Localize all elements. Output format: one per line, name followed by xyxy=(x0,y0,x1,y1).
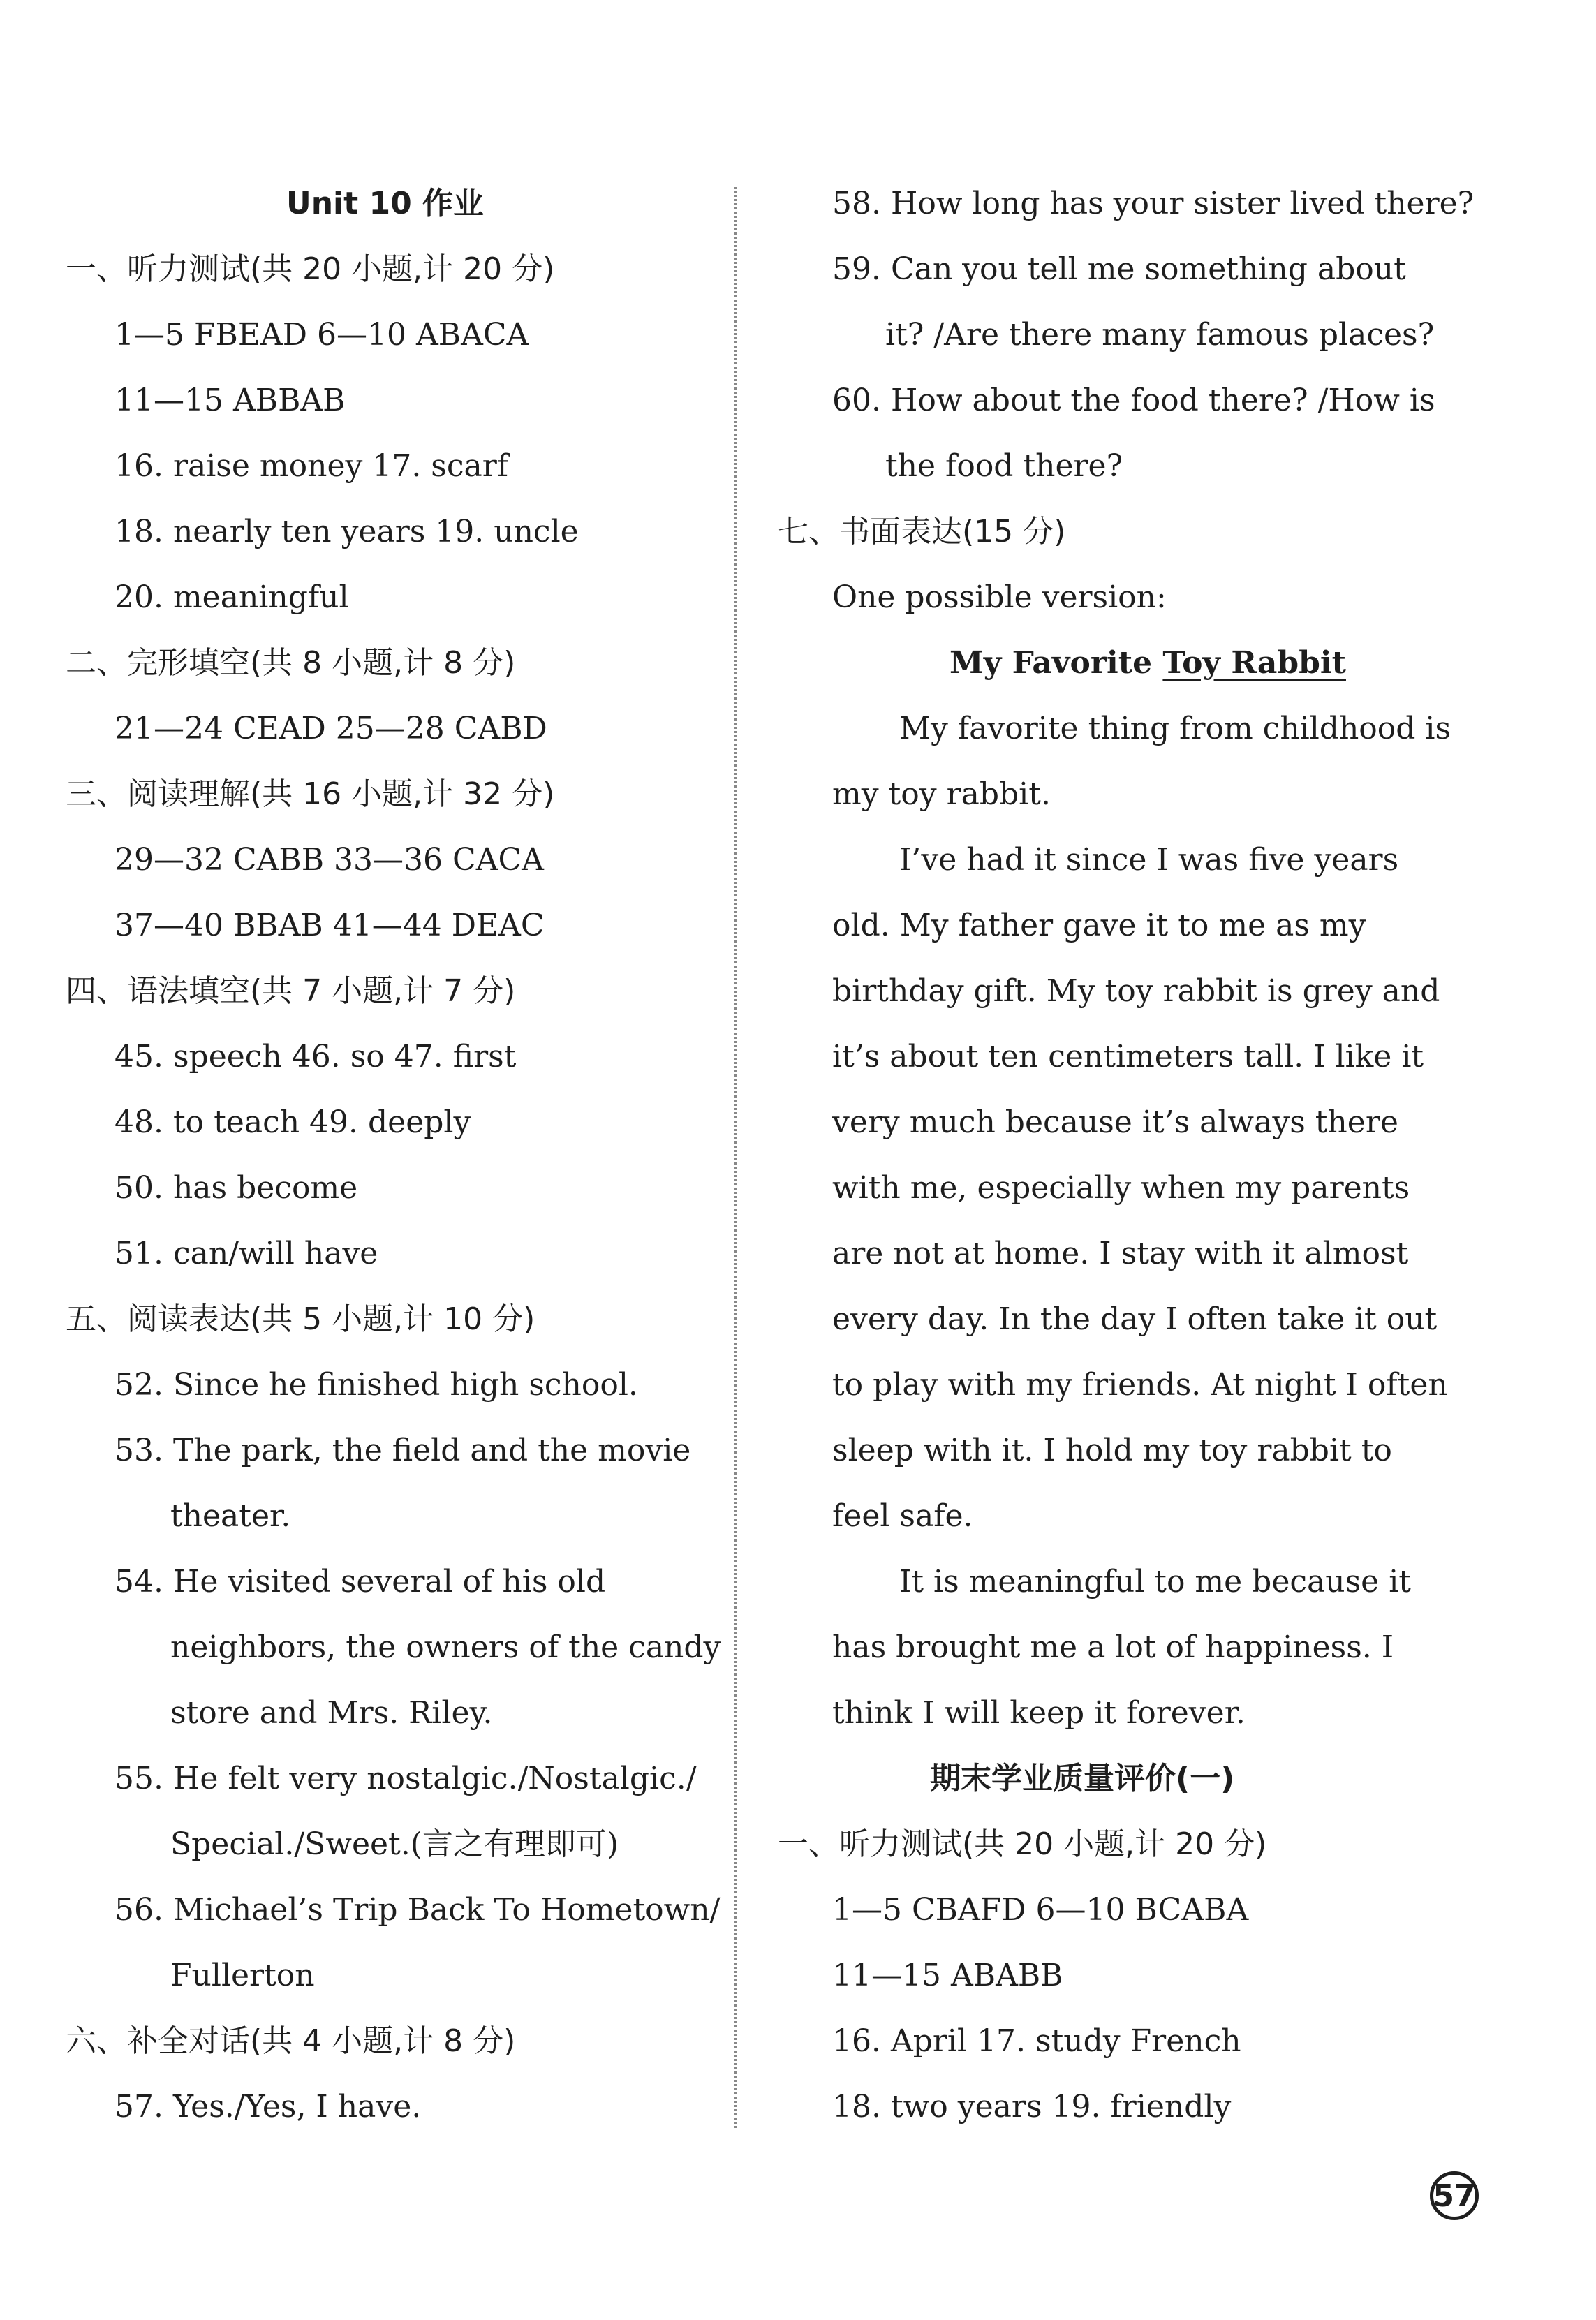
essay-line: My favorite thing from childhood is xyxy=(899,711,1451,746)
answer-line: 56. Michael’s Trip Back To Hometown/ xyxy=(114,1892,721,1928)
essay-line: to play with my friends. At night I often xyxy=(832,1367,1448,1403)
essay-line: every day. In the day I often take it out xyxy=(832,1301,1438,1337)
unit-title: Unit 10 作业 xyxy=(286,186,485,221)
essay-line: with me, especially when my parents xyxy=(832,1170,1410,1206)
answer-line: Fullerton xyxy=(170,1958,315,1993)
answer-line: 51. can/will have xyxy=(114,1236,378,1271)
answer-line: 11—15 ABABB xyxy=(832,1958,1063,1993)
answer-line: neighbors, the owners of the candy xyxy=(170,1630,721,1665)
essay-line: my toy rabbit. xyxy=(832,776,1051,812)
essay-line: has brought me a lot of happiness. I xyxy=(832,1630,1394,1665)
answer-line: 16. raise money 17. scarf xyxy=(114,448,509,484)
exam-section-1-title: 一、听力测试(共 20 小题,计 20 分) xyxy=(778,1826,1267,1862)
answer-line: 53. The park, the field and the movie xyxy=(114,1433,691,1468)
answer-line: 60. How about the food there? /How is xyxy=(832,383,1435,418)
answer-line: 20. meaningful xyxy=(114,579,349,615)
answer-line: it? /Are there many famous places? xyxy=(885,317,1435,353)
answer-line: 11—15 ABBAB xyxy=(114,383,346,418)
section-2-title: 二、完形填空(共 8 小题,计 8 分) xyxy=(66,645,516,681)
answer-line: 18. nearly ten years 19. uncle xyxy=(114,514,579,549)
section-5-title: 五、阅读表达(共 5 小题,计 10 分) xyxy=(66,1301,535,1337)
essay-line: are not at home. I stay with it almost xyxy=(832,1236,1409,1271)
answer-line: 45. speech 46. so 47. first xyxy=(114,1039,517,1074)
essay-title-part: My Favorite xyxy=(950,645,1163,681)
answer-line: 57. Yes./Yes, I have. xyxy=(114,2089,422,2125)
answer-line: 50. has become xyxy=(114,1170,358,1206)
column-divider xyxy=(734,187,737,2128)
section-6-title: 六、补全对话(共 4 小题,计 8 分) xyxy=(66,2023,516,2059)
answer-line: Special./Sweet.(言之有理即可) xyxy=(170,1826,619,1862)
answer-line: 58. How long has your sister lived there? xyxy=(832,186,1475,221)
essay-line: think I will keep it forever. xyxy=(832,1695,1246,1731)
essay-line: feel safe. xyxy=(832,1498,973,1534)
answer-line: 37—40 BBAB 41—44 DEAC xyxy=(114,908,545,943)
answer-line: 48. to teach 49. deeply xyxy=(114,1104,471,1140)
section-1-title: 一、听力测试(共 20 小题,计 20 分) xyxy=(66,251,555,287)
essay-line: it’s about ten centimeters tall. I like it xyxy=(832,1039,1424,1074)
answer-line: 1—5 CBAFD 6—10 BCABA xyxy=(832,1892,1249,1928)
answer-line: 59. Can you tell me something about xyxy=(832,251,1406,287)
answer-line: store and Mrs. Riley. xyxy=(170,1695,493,1731)
section-7-title: 七、书面表达(15 分) xyxy=(778,514,1066,549)
answer-line: 54. He visited several of his old xyxy=(114,1564,606,1599)
exam-title: 期末学业质量评价(一) xyxy=(930,1761,1235,1796)
answer-line: 1—5 FBEAD 6—10 ABACA xyxy=(114,317,529,353)
essay-line: birthday gift. My toy rabbit is grey and xyxy=(832,973,1440,1009)
answer-line: theater. xyxy=(170,1498,291,1534)
answer-line: 21—24 CEAD 25—28 CABD xyxy=(114,711,547,746)
answer-line: 29—32 CABB 33—36 CACA xyxy=(114,842,544,878)
answer-line: 55. He felt very nostalgic./Nostalgic./ xyxy=(114,1761,697,1796)
section-4-title: 四、语法填空(共 7 小题,计 7 分) xyxy=(66,973,516,1009)
answer-line: 16. April 17. study French xyxy=(832,2023,1241,2059)
essay-line: very much because it’s always there xyxy=(832,1104,1398,1140)
essay-line: I’ve had it since I was five years xyxy=(899,842,1399,878)
answer-line: the food there? xyxy=(885,448,1123,484)
answer-line: 18. two years 19. friendly xyxy=(832,2089,1232,2125)
page-number: 57 xyxy=(1430,2171,1479,2220)
essay-line: It is meaningful to me because it xyxy=(899,1564,1411,1599)
essay-title-underlined: Toy Rabbit xyxy=(1162,645,1346,681)
section-3-title: 三、阅读理解(共 16 小题,计 32 分) xyxy=(66,776,555,812)
essay-line: sleep with it. I hold my toy rabbit to xyxy=(832,1433,1392,1468)
answer-line: 52. Since he finished high school. xyxy=(114,1367,638,1403)
essay-title xyxy=(950,642,1346,684)
essay-line: old. My father gave it to me as my xyxy=(832,908,1366,943)
essay-intro: One possible version: xyxy=(832,579,1167,615)
